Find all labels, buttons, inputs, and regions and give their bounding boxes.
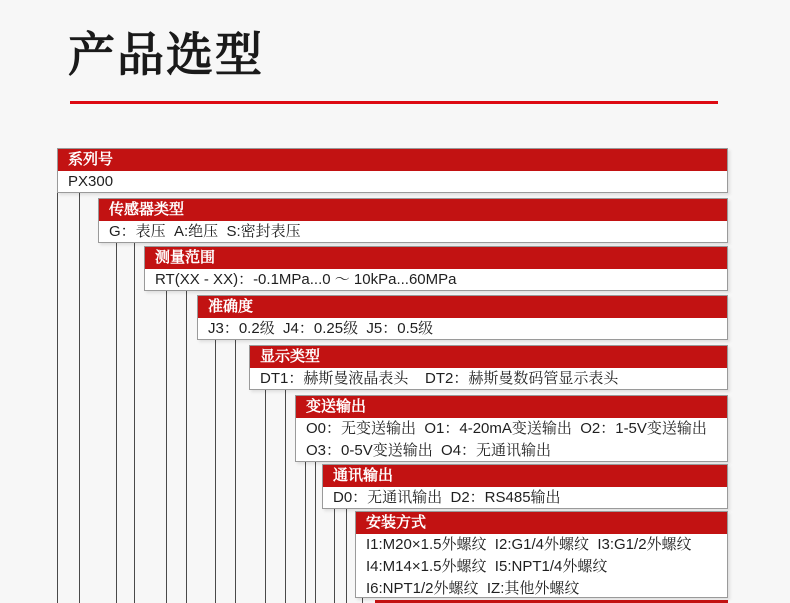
connector-line (215, 339, 216, 603)
section-box-measuring-range (144, 246, 728, 291)
page-title: 产品选型 (68, 28, 264, 81)
section-line: J3：0.2级 J4：0.25级 J5：0.5级 (208, 320, 434, 337)
section-line: I4:M14×1.5外螺纹 I5:NPT1/4外螺纹 (366, 558, 608, 575)
title-underline (70, 101, 718, 104)
connector-line (305, 461, 306, 603)
connector-line (346, 508, 347, 603)
section-line: D0：无通讯输出 D2：RS485输出 (333, 489, 561, 506)
connector-line (285, 389, 286, 603)
section-header: 传感器类型 (99, 199, 727, 221)
section-header: 显示类型 (250, 346, 727, 368)
section-box-comm-output (322, 464, 728, 509)
section-line: DT1：赫斯曼液晶表头 DT2：赫斯曼数码管显示表头 (260, 370, 619, 387)
section-line: I6:NPT1/2外螺纹 IZ:其他外螺纹 (366, 580, 580, 597)
connector-line (235, 339, 236, 603)
section-line: PX300 (68, 173, 114, 190)
section-header: 系列号 (58, 149, 727, 171)
section-header: 变送输出 (296, 396, 727, 418)
section-header: 准确度 (198, 296, 727, 318)
connector-line (334, 508, 335, 603)
connector-line (134, 242, 135, 603)
section-line: G：表压 A:绝压 S:密封表压 (109, 223, 301, 240)
section-line: O0：无变送输出 O1：4-20mA变送输出 O2：1-5V变送输出 (306, 420, 707, 437)
section-box-sensor-type (98, 198, 728, 243)
section-box-series (57, 148, 728, 193)
section-box-display-type (249, 345, 728, 390)
connector-line (57, 192, 58, 603)
connector-line (79, 192, 80, 603)
section-header: 安装方式 (356, 512, 727, 534)
section-header: 通讯输出 (323, 465, 727, 487)
section-header: 测量范围 (145, 247, 727, 269)
section-box-installation (355, 511, 728, 598)
section-line: O3：0-5V变送输出 O4：无通讯输出 (306, 442, 552, 459)
connector-line (265, 389, 266, 603)
section-line: I1:M20×1.5外螺纹 I2:G1/4外螺纹 I3:G1/2外螺纹 (366, 536, 692, 553)
connector-line (186, 290, 187, 603)
section-line: RT(XX - XX)：-0.1MPa...0 ～ 10kPa...60MPa (155, 271, 457, 288)
section-box-accuracy (197, 295, 728, 340)
section-box-transmit-output (295, 395, 728, 462)
connector-line (315, 461, 316, 603)
connector-line (166, 290, 167, 603)
connector-line (116, 242, 117, 603)
